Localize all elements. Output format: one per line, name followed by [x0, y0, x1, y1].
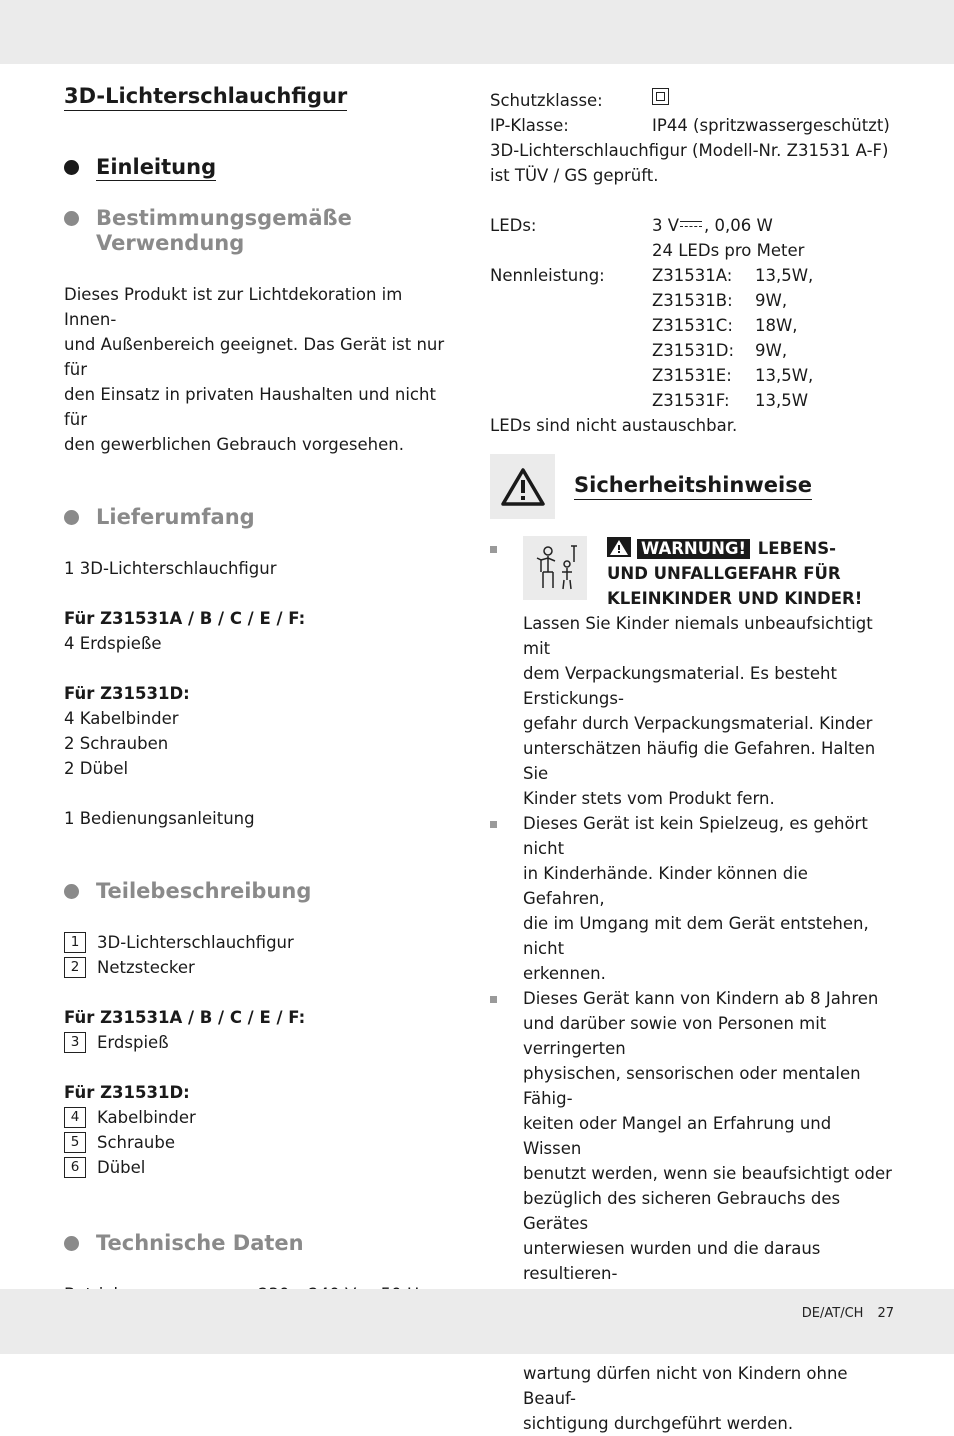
safety-heading — [490, 454, 894, 519]
scope-item: 2 Dübel — [64, 759, 129, 778]
part-item: 2 Netzstecker — [64, 955, 456, 980]
heading-bestimmung: Bestimmungsgemäße Verwendung — [64, 206, 456, 256]
scope-item: 2 Schrauben — [64, 734, 169, 753]
heading-technische-daten: Technische Daten — [64, 1231, 456, 1256]
bullet-dot-icon — [64, 510, 79, 525]
document-title: 3D-Lichterschlauchfigur — [64, 84, 347, 111]
part-item: 3 Erdspieß — [64, 1030, 456, 1055]
scope-heading-a: Für Z31531A / B / C / E / F: — [64, 609, 306, 628]
leds-note: LEDs sind nicht austauschbar. — [490, 416, 738, 435]
square-bullet-icon — [490, 546, 497, 553]
direct-current-icon — [680, 220, 702, 230]
protection-class-ii-icon — [652, 88, 669, 105]
bullet-dot-icon — [64, 211, 79, 226]
scope-item: 1 Bedienungsanleitung — [64, 809, 255, 828]
part-item: 4 Kabelbinder — [64, 1105, 456, 1130]
spec-row-ip: IP-Klasse: IP44 (spritzwassergeschützt) — [490, 116, 890, 135]
part-number: 3 — [64, 1032, 86, 1053]
spec-row-power: Z31531C: 18W, — [652, 316, 798, 335]
heading-einleitung: Einleitung — [64, 155, 456, 181]
scope-item: 1 3D-Lichterschlauchfigur — [64, 559, 277, 578]
tuv-note: ist TÜV / GS geprüft. — [490, 166, 659, 185]
spec-row-leds: LEDs: 3 V , 0,06 W — [490, 216, 773, 235]
scope-heading-d: Für Z31531D: — [64, 684, 190, 703]
safety-item: WARNUNG! LEBENS- UND UNFALLGEFAHR FÜR KLEINKINDER UND KINDER! Lassen Sie Kinder niemals unbeaufsichtigt mit dem Verpackungsmaterial. Es besteht Erstickungs- gefahr durch Verpackungsmaterial. Kinder unterschätzen häufig die Gefahren. Halten Sie Kinder stets vom Produkt fern. — [490, 536, 894, 811]
child-warning-icon — [523, 536, 587, 600]
page-number: 27 — [877, 1306, 894, 1321]
scope-item: 4 Erdspieße — [64, 634, 162, 653]
part-number: 6 — [64, 1157, 86, 1178]
spec-row-leds-per-meter: 24 LEDs pro Meter — [652, 241, 805, 260]
parts-heading-d: Für Z31531D: — [64, 1083, 190, 1102]
parts-list — [64, 930, 456, 980]
part-number: 4 — [64, 1107, 86, 1128]
warning-triangle-icon — [490, 454, 555, 519]
spec-row-power: Z31531D: 9W, — [652, 341, 788, 360]
part-item: 1 3D-Lichterschlauchfigur — [64, 930, 456, 955]
heading-lieferumfang: Lieferumfang — [64, 505, 456, 530]
bullet-dot-icon — [64, 160, 79, 175]
part-number: 2 — [64, 957, 86, 978]
part-number: 5 — [64, 1132, 86, 1153]
safety-title: Sicherheitshinweise — [574, 473, 812, 500]
bullet-dot-icon — [64, 1236, 79, 1251]
right-column — [490, 88, 894, 1436]
part-item: 6 Dübel — [64, 1155, 456, 1180]
language-codes: DE/AT/CH — [801, 1306, 864, 1321]
square-bullet-icon — [490, 996, 497, 1003]
safety-item: Dieses Gerät kann von Kindern ab 8 Jahren und darüber sowie von Personen mit verringerten physischen, sensorischen oder mentalen Fähig- keiten oder Mangel an Erfahrung und Wissen benutzt werden, wenn sie beaufsichtigt oder bezüglich des sicheren Gebrauchs des Gerätes unterwiesen wurden und die daraus resultieren- wartung dürfen nicht von Kindern ohne Beauf- sichtigung durchgeführt werden. — [490, 986, 894, 1436]
spec-row-power: Z31531B: 9W, — [652, 291, 788, 310]
square-bullet-icon — [490, 821, 497, 828]
spec-row-schutzklasse: Schutzklasse: — [490, 88, 894, 113]
spec-row-power: Z31531E: 13,5W, — [652, 366, 814, 385]
tuv-note: 3D-Lichterschlauchfigur (Modell-Nr. Z31531 A-F) — [490, 141, 889, 160]
safety-item: Dieses Gerät ist kein Spielzeug, es gehört nicht in Kinderhände. Kinder können die Gefahren, die im Umgang mit dem Gerät entstehen, nicht erkennen. — [490, 811, 894, 986]
bullet-dot-icon — [64, 884, 79, 899]
heading-teilebeschreibung: Teilebeschreibung — [64, 879, 456, 904]
warning-badge: WARNUNG! — [637, 539, 750, 559]
parts-heading-a: Für Z31531A / B / C / E / F: — [64, 1008, 306, 1027]
spec-row-power: Z31531F: 13,5W — [652, 391, 809, 410]
intended-use-text: Dieses Produkt ist zur Lichtdekoration im Innen- und Außenbereich geeignet. Das Gerät ist nur für den Einsatz in privaten Haushalten und nicht für den gewerblichen Gebrauch vorgesehen. — [64, 285, 445, 454]
warning-heading: WARNUNG! LEBENS- UND UNFALLGEFAHR FÜR KLEINKINDER UND KINDER! — [607, 539, 863, 608]
scope-item: 4 Kabelbinder — [64, 709, 179, 728]
page-footer-band — [0, 1289, 954, 1354]
left-column — [64, 84, 456, 1332]
part-number: 1 — [64, 932, 86, 953]
part-item: 5 Schraube — [64, 1130, 456, 1155]
spec-row-power: Nennleistung: Z31531A: 13,5W, — [490, 266, 814, 285]
page-footer — [788, 1306, 894, 1321]
warning-triangle-icon — [607, 537, 631, 557]
page-header-band — [0, 0, 954, 64]
